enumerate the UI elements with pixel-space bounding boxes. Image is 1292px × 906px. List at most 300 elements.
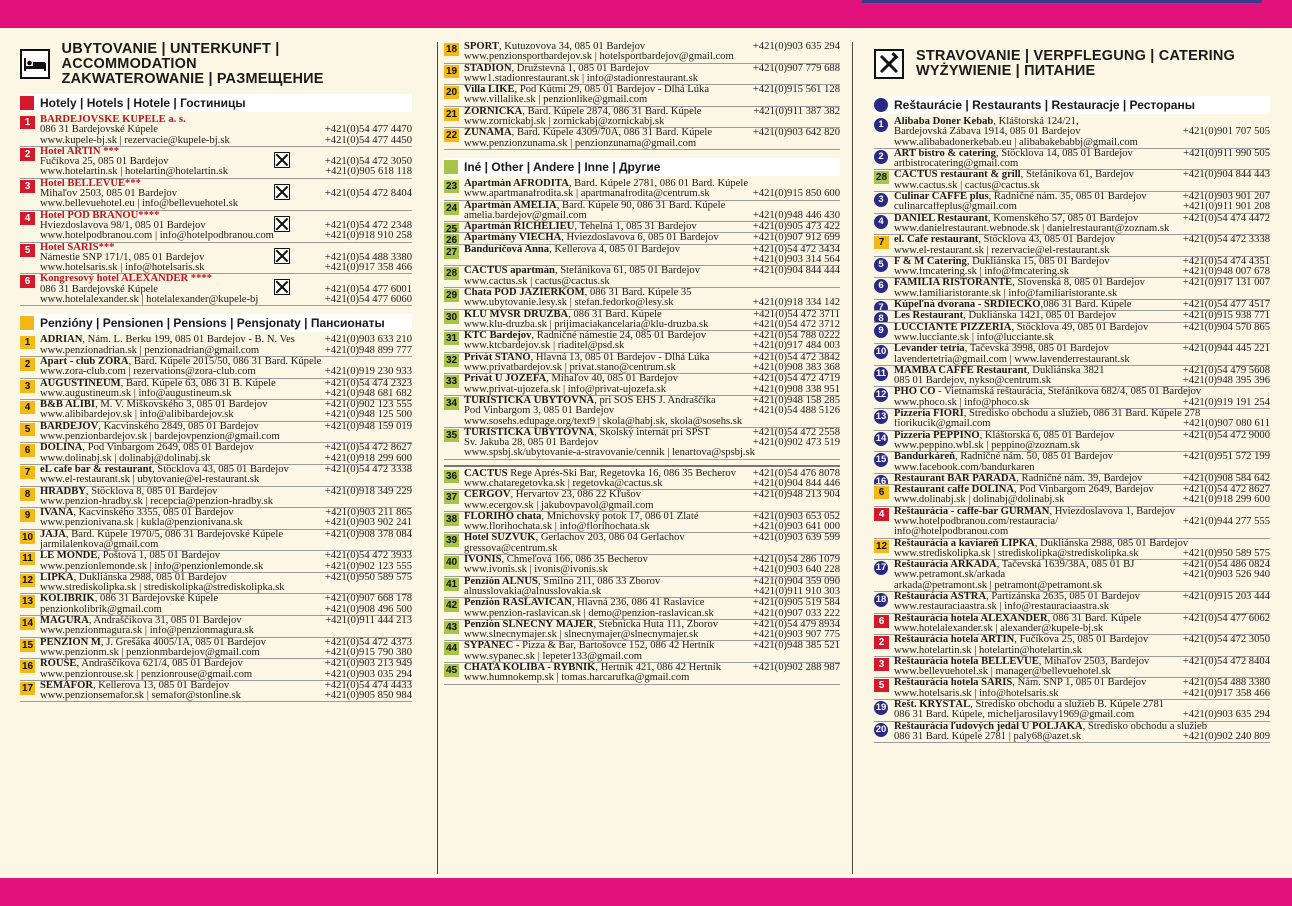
entry-title: [40, 443, 254, 453]
entry-line: [40, 475, 412, 485]
entry-phone: +421(0)903 642 820: [752, 128, 840, 139]
entry-title: [40, 551, 220, 561]
entry-name: TURISTICKÁ UBYTOVŇA: [464, 395, 595, 406]
other-item: [444, 233, 840, 244]
entry-title: [894, 452, 1113, 462]
entry-phone: +421(0)907 779 688: [752, 63, 840, 74]
entry-phone: +421(0)904 570 865: [1182, 322, 1270, 333]
entry-name: ADRIAN: [40, 335, 83, 346]
entry-address: , Slovenská 8, 085 01 Bardejov: [1012, 278, 1145, 289]
entry-title: [40, 681, 229, 691]
entry-line: [464, 107, 840, 117]
other-item: [444, 222, 840, 233]
column-divider: [437, 42, 438, 874]
entry-phone: +421(0)917 358 466: [1182, 687, 1270, 699]
entry-title: [894, 117, 1079, 127]
entry-contact: www.facebook.com/bandurkaren: [894, 462, 1035, 473]
entry-address: , Pod Kútmi 29, 085 01 Bardejov - Dlhá Lúka: [514, 85, 710, 96]
entry-phone: +421(0)911 387 382: [753, 106, 840, 117]
pension-item: [20, 659, 412, 681]
entry-line: [40, 540, 412, 550]
entry-name: el. Cafe restaurant: [894, 235, 979, 246]
entry-name: BARDEJOV: [40, 421, 99, 432]
entry-line: [894, 452, 1270, 462]
other-item: [444, 288, 840, 310]
entry-address: , Kláštorská 6, 085 01 Bardejov: [979, 430, 1115, 441]
entry-phone: +421(0)918 334 142: [752, 297, 840, 309]
entry-address: , Bard. Kúpele 63, 086 31 B. Kúpele: [120, 378, 276, 389]
entry-line: [464, 598, 840, 608]
entry-contact: lavendertetria@gmail.com | www.lavenderrestaurant.sk: [894, 354, 1130, 365]
entry-name: Rešt. KRYŠTÁL: [894, 700, 971, 711]
entry-phone: [1266, 159, 1270, 169]
entry-name: Reštaurácia ľudových jedál U POLJAKA: [894, 721, 1083, 732]
entry-number: 6: [20, 275, 35, 288]
entry-title: [40, 508, 234, 518]
entry-name: Alibaba Doner Kebab: [894, 117, 994, 127]
entry-line: [894, 224, 1270, 234]
entry-title: [40, 357, 321, 367]
entry-title: [40, 147, 119, 157]
entry-number: 43: [445, 621, 458, 633]
entry-contact: culinarcaffeplus@gmail.com: [894, 202, 1017, 213]
entry-phone: +421(0)907 912 699: [752, 233, 840, 244]
entry-line: [464, 277, 840, 287]
entry-phone: +421(0)54 472 3842: [752, 352, 840, 363]
entry-line: [464, 95, 840, 105]
entry-phone: +421(0)54 488 3380: [324, 251, 412, 263]
entry-name: Apartmán AMÉLIA: [464, 200, 557, 211]
entry-line: [894, 333, 1270, 343]
entry-phone: [836, 652, 840, 662]
entry-line: [894, 127, 1270, 137]
entry-line: [40, 432, 412, 442]
entry-line: [894, 592, 1270, 602]
entry-phone: +421(0)908 338 951: [752, 383, 840, 395]
entry-name: KOLIBRÍK: [40, 594, 95, 605]
entry-address: , Dukliánska 2988, 085 01 Bardejov: [73, 572, 227, 583]
entry-line: [40, 518, 412, 528]
entry-line: [894, 635, 1270, 645]
entry-contact: www.ubytovanie.lesy.sk | stefan.fedorko@lesy.sk: [464, 298, 674, 309]
entry-contact: www.kupele-bj.sk | rezervacie@kupele-bj.sk: [40, 135, 230, 146]
entry-title: [894, 474, 1142, 484]
entry-line: [464, 448, 840, 458]
entry-title: [894, 149, 1133, 159]
entry-title: [464, 85, 709, 95]
other-item: [444, 663, 840, 685]
entry-title: [894, 192, 1147, 202]
entry-line: [894, 570, 1270, 580]
entry-contact: fiorikucik@gmail.com: [894, 419, 991, 430]
entry-contact: 085 01 Bardejov, nykso@centrum.sk: [894, 376, 1052, 387]
entry-line: [464, 609, 840, 619]
pension-item: [444, 85, 840, 107]
entry-title: [464, 641, 714, 651]
entry-address: , Štefánikova 61, 085 01 Bardejov: [554, 266, 700, 277]
entry-address: , Kutuzovova 34, 085 01 Bardejov: [498, 42, 646, 52]
entry-number: 17: [875, 562, 887, 574]
entry-line: [894, 602, 1270, 612]
entry-contact: Pod Vinbargom 3, 085 01 Bardejov: [464, 406, 615, 417]
entry-line: [464, 663, 840, 673]
restaurant-item: [874, 431, 1270, 453]
entry-phone: +421(0)908 496 500: [324, 603, 412, 615]
entry-title: [464, 374, 678, 384]
entry-phone: +421(0)904 359 090: [752, 576, 840, 587]
entry-phone: +421(0)902 288 987: [752, 663, 840, 674]
entry-phone: +421(0)903 639 599: [752, 533, 840, 544]
entry-phone: +421(0)908 378 084: [324, 529, 412, 540]
entry-phone: +421(0)948 899 777: [324, 344, 412, 356]
entry-line: [40, 454, 412, 464]
entry-phone: +421(0)919 230 933: [324, 366, 412, 378]
entry-contact: www.privatbardejov.sk | privat.stano@centrum.sk: [464, 363, 676, 374]
entry-phone: +421(0)911 910 303: [753, 585, 840, 597]
entry-line: [464, 233, 840, 243]
entry-address: , Stöcklova 8, 085 01 Bardejov: [85, 486, 218, 497]
restaurant-item: [874, 170, 1270, 192]
entry-line: [894, 398, 1270, 408]
entry-title: [464, 64, 649, 74]
restaurant-item: [874, 257, 1270, 279]
entry-address: , Smilno 211, 086 33 Zborov: [537, 576, 661, 587]
entry-contact: www.petramont.sk/arkada: [894, 570, 1006, 581]
entry-address: , Tačevská 3998, 085 01 Bardejov: [964, 344, 1109, 355]
entry-phone: +421(0)54 474 4351: [1182, 256, 1270, 267]
entry-line: [464, 501, 840, 511]
entry-phone: +421(0)948 159 019: [324, 421, 412, 432]
restaurant-item: [874, 366, 1270, 388]
other-item: [444, 533, 840, 555]
entry-phone: +421(0)948 681 682: [324, 387, 412, 399]
entry-line: [464, 641, 840, 651]
entry-number: 5: [20, 244, 35, 257]
entry-phone: [1266, 646, 1270, 656]
entry-title: [464, 620, 718, 630]
entry-phone: +421(0)54 286 1079: [752, 555, 840, 566]
entry-contact: www.privat-ujozefa.sk | info@privat-ujozefa.sk: [464, 384, 667, 395]
entry-number: 21: [445, 108, 458, 120]
entry-number: 2: [20, 358, 35, 371]
entry-phone: +421(0)907 080 611: [1183, 418, 1270, 430]
no-pets-icon: [274, 279, 290, 295]
entry-name: Kúpeľná dvorana - SRDIEČKO: [894, 300, 1041, 311]
entry-name: Bandurkáreň: [894, 452, 956, 463]
no-pets-icon: [274, 184, 290, 200]
entry-address: , Družstevná 1, 085 01 Bardejov: [511, 63, 649, 74]
entry-address: , Chmeľová 166, 086 35 Becherov: [501, 555, 648, 566]
entry-phone: +421(0)54 479 8934: [752, 619, 840, 630]
catering-header: [874, 42, 1270, 86]
entry-phone: [1266, 246, 1270, 256]
entry-address: , Bard. Kúpele 2874, 086 31 Bard. Kúpele: [522, 106, 702, 117]
entry-name: Les Restaurant: [894, 311, 964, 322]
entry-number: 8: [20, 488, 35, 501]
entry-address: Fučíkova 25, 085 01 Bardejov: [40, 157, 169, 168]
entry-name: ŠTADIÓN: [464, 63, 512, 74]
entry-number: 4: [20, 401, 35, 414]
entry-line: [40, 648, 412, 658]
entry-contact: www.penzionsportbardejov.sk | hotelsportbardejov@gmail.com: [464, 52, 734, 63]
entry-name: LIPKA: [40, 572, 74, 583]
entry-phone: +421(0)903 035 294: [324, 668, 412, 680]
entry-name: ZUNAMA: [464, 128, 512, 139]
entry-phone: +421(0)902 240 809: [1182, 730, 1270, 742]
entry-phone: +421(0)54 474 4433: [324, 680, 412, 691]
entry-name: PENZIÓN M: [40, 637, 101, 648]
entry-line: [894, 474, 1270, 484]
entry-contact: 086 31 Bard. Kúpele, micheljarosilavy1969@gmail.com: [894, 710, 1135, 721]
entry-number: 3: [20, 180, 35, 193]
category-restaurants: Reštaurácie | Restaurants | Restauracje | Рестораны: [874, 96, 1270, 114]
entry-number: 12: [21, 574, 34, 586]
entry-phone: +421(0)54 477 6062: [1182, 613, 1270, 624]
entry-phone: +421(0)911 990 505: [1183, 148, 1270, 159]
entry-contact: gressova@centrum.sk: [464, 543, 558, 554]
entry-contact: www.familiaristorante.sk | info@familiaristorante.sk: [894, 288, 1118, 299]
entry-contact: www.penzion-raslavican.sk | demo@penzion-raslavican.sk: [464, 608, 714, 619]
entry-contact: www.peppino.wbl.sk | peppino@zoznam.sk: [894, 440, 1080, 451]
top-magenta-bar: [0, 0, 1292, 28]
entry-line: [40, 167, 412, 177]
entry-contact: www.penzionm.sk | penzionmbardejov@gmail.com: [40, 647, 260, 658]
pension-item: [20, 357, 412, 379]
entry-line: [894, 549, 1270, 559]
entry-line: [464, 438, 840, 448]
entry-address: , Dukliánska 1421, 085 01 Bardejov: [963, 311, 1117, 322]
other-item: [444, 490, 840, 512]
entry-contact: www.penzionlemonde.sk | info@penzionlemonde.sk: [40, 561, 264, 572]
restaurant-item: [874, 344, 1270, 366]
entry-address: , Dukliánska 3821: [1027, 365, 1105, 376]
restaurant-item: [874, 507, 1270, 539]
entry-name: ČERGOV: [464, 490, 511, 501]
entry-address: , Radničné námestie 24, 085 01 Bardejov: [531, 331, 707, 342]
entry-number: 10: [21, 531, 34, 543]
entry-phone: +421(0)54 477 4517: [1182, 300, 1270, 311]
entry-name: JAJA: [40, 529, 66, 540]
entry-contact: www.alibabadonerkebab.eu | alibabakebabbj@gmail.com: [894, 137, 1138, 148]
entry-title: [40, 335, 295, 345]
entry-contact: Bardejovská Zábava 1914, 085 01 Bardejov: [894, 127, 1081, 138]
entry-line: [40, 530, 412, 540]
entry-title: [464, 598, 705, 608]
entry-line: [40, 616, 412, 626]
entry-title: [40, 211, 159, 221]
entry-address: , Andraščíkova 621/4, 085 01 Bardejov: [76, 659, 243, 670]
entry-title: [464, 233, 719, 243]
entry-contact: www.villalike.sk | penzionlike@gmail.com: [464, 95, 648, 106]
entry-title: [894, 387, 1201, 397]
entry-address: , Kellerova 4, 085 01 Bardejov: [549, 244, 680, 255]
entry-number: 15: [21, 639, 34, 651]
entry-phone: +421(0)948 385 521: [752, 641, 840, 652]
pension-item: [20, 616, 412, 638]
pension-item: [444, 128, 840, 150]
entry-number: 5: [874, 258, 888, 272]
entry-contact: Sv. Jakuba 28, 085 01 Bardejov: [464, 438, 599, 449]
entry-phone: +421(0)908 383 368: [752, 362, 840, 374]
entry-line: [464, 298, 840, 308]
entry-title: [464, 512, 699, 522]
entry-number: 16: [21, 661, 34, 673]
entry-line: [464, 652, 840, 662]
entry-number: 20: [445, 87, 458, 99]
entry-title: [464, 331, 706, 341]
entry-phone: +421(0)54 488 3380: [1182, 678, 1270, 689]
entry-phone: +421(0)54 472 3050: [324, 156, 412, 168]
entry-phone: +421(0)948 395 396: [1182, 375, 1270, 387]
entry-phone: [836, 52, 840, 62]
entry-phone: +421(0)903 635 294: [752, 42, 840, 52]
other-item: [444, 353, 840, 375]
entry-title: [40, 594, 218, 604]
entry-name: CACTUS: [464, 468, 508, 479]
entry-line: [894, 710, 1270, 720]
entry-name: IVONIS: [464, 555, 502, 566]
entry-number: 18: [875, 594, 887, 606]
entry-number: 11: [875, 367, 887, 379]
entry-contact: www.alibibardejov.sk | info@alibibardejov.sk: [40, 410, 234, 421]
hotel-item: [20, 179, 412, 211]
entry-number: 14: [21, 618, 34, 630]
entry-phone: [836, 544, 840, 554]
entry-name: Penzión RASLAVIČAN: [464, 598, 572, 609]
entry-address: , Hlavná 236, 086 41 Raslavice: [571, 598, 705, 609]
entry-line: [464, 363, 840, 373]
entry-phone: +421(0)54 477 4470: [324, 124, 412, 136]
entry-address: Mihaľov 2503, 085 01 Bardejov: [40, 189, 178, 200]
entry-phone: +421(0)948 213 904: [752, 490, 840, 501]
entry-line: [464, 417, 840, 427]
entry-phone: +421(0)54 472 8627: [1182, 485, 1270, 496]
entry-title: [40, 115, 186, 125]
no-pets-icon: [274, 248, 290, 264]
entry-title: [464, 201, 725, 211]
entry-phone: +421(0)54 486 0824: [1182, 560, 1270, 571]
entry-name: PHO CO: [894, 387, 936, 398]
hotel-item: [20, 115, 412, 147]
entry-name: F & M Catering: [894, 256, 967, 267]
entry-address: , Bard. Kúpele 4309/70A, 086 31 Bard. Kúpele: [511, 128, 713, 139]
entry-contact: www.zora-club.com | rezervations@zora-club.com: [40, 367, 256, 378]
no-pets-icon: [274, 152, 290, 168]
entry-phone: +421(0)917 484 003: [752, 340, 840, 352]
entry-address: , 086 31 Bard. Kúpele: [1047, 613, 1142, 624]
entry-name: Reštaurácia - caffe-bar GURMÁN: [894, 506, 1050, 517]
entry-number: 5: [20, 423, 35, 436]
entry-phone: +421(0)903 213 949: [324, 659, 412, 670]
entry-number: 15: [875, 454, 887, 466]
entry-number: 36: [445, 470, 458, 482]
pension-item: [20, 487, 412, 509]
entry-phone: +421(0)911 901 208: [1183, 201, 1270, 213]
restaurant-item: [874, 387, 1270, 409]
entry-line: [464, 189, 840, 199]
entry-phone: +421(0)54 472 3434: [752, 244, 840, 255]
entry-name: Hotel POD BRÁNOU****: [40, 210, 160, 221]
entry-address: 086 31 Bardejovské Kúpele: [40, 284, 158, 295]
entry-phone: [1266, 624, 1270, 634]
pension-item: [444, 64, 840, 86]
entry-phone: [836, 673, 840, 683]
entry-contact: www.hotelpodbranou.com/restauracia/: [894, 516, 1059, 527]
entry-contact: www.lucciante.sk | info@lucciante.sk: [894, 332, 1054, 343]
entry-phone: [1266, 224, 1270, 234]
entry-name: eL cafe bar & restaurant: [40, 464, 152, 475]
entry-phone: +421(0)902 123 555: [324, 560, 412, 572]
entry-phone: +421(0)915 203 444: [1182, 592, 1270, 603]
entry-name: Reštaurácia hotela ARTIN: [894, 635, 1015, 646]
entry-line: [894, 202, 1270, 212]
entry-line: [894, 311, 1270, 321]
entry-contact: artbistrocatering@gmail.com: [894, 159, 1019, 170]
entry-line: [464, 533, 840, 543]
entry-name: Villa LIKE: [464, 85, 515, 96]
entry-title: [464, 533, 685, 543]
entry-line: [464, 565, 840, 575]
entry-number: 12: [875, 540, 888, 552]
restaurant-item: [874, 117, 1270, 149]
entry-title: [464, 428, 710, 438]
entry-number: 19: [875, 702, 887, 714]
entry-address: , Kellerova 13, 085 01 Bardejov: [92, 680, 230, 691]
entry-line: [464, 673, 840, 683]
entry-phone: +421(0)911 444 213: [325, 616, 412, 627]
entry-address: , Kacvinského 2849, 085 01 Bardejov: [98, 421, 259, 432]
entry-phone: [836, 277, 840, 287]
entry-title: [40, 616, 242, 626]
entry-title: [894, 722, 1207, 732]
entry-address: , Komenského 57, 085 01 Bardejov: [987, 213, 1139, 224]
entry-name: MAMBA CAFFE Restaurant: [894, 365, 1027, 376]
entry-phone: [836, 117, 840, 127]
entry-contact: www.fmcatering.sk | info@fmcatering.sk: [894, 267, 1070, 278]
entry-phone: +421(0)905 473 422: [752, 222, 840, 233]
entry-address: , Nám. SNP 1, 085 01 Bardejov: [1012, 678, 1147, 689]
entry-number: 7: [20, 466, 35, 479]
entry-number: 25: [444, 223, 459, 233]
entry-phone: +421(0)901 707 505: [1182, 126, 1270, 138]
entry-title: [464, 577, 660, 587]
entry-contact: www.ivonis.sk | ivonis@ivonis.sk: [464, 565, 608, 576]
entry-phone: [408, 199, 412, 209]
entry-phone: +421(0)944 277 555: [1182, 515, 1270, 527]
entry-line: [894, 149, 1270, 159]
entry-number: 18: [445, 44, 458, 55]
entry-line: [894, 527, 1270, 537]
entry-line: [894, 159, 1270, 169]
entry-contact: www.bellevuehotel.eu | info@bellevuehotel.sk: [40, 199, 238, 210]
pension-item: [20, 335, 412, 357]
entry-phone: +421(0)915 561 128: [752, 85, 840, 96]
other-item: [444, 641, 840, 663]
entry-name: AUGUSTINEUM: [40, 378, 121, 389]
category-other: Iné | Other | Andere | Inne | Другие: [444, 158, 840, 176]
entry-name: Reštaurácia ASTRA: [894, 592, 987, 603]
entry-line: [40, 573, 412, 583]
entry-phone: +421(0)915 790 380: [324, 646, 412, 658]
entry-contact: www.bellevuehotel.sk | manager@bellevuehotel.sk: [894, 667, 1111, 678]
entry-address: , Dukliánska 2988, 085 01 Bardejov: [1034, 538, 1189, 549]
entry-line: [464, 52, 840, 62]
entry-name: SYPANEC: [464, 641, 514, 652]
entry-address: , Bard. Kúpele 2781, 086 01 Bard. Kúpele: [568, 178, 749, 189]
entry-number: 24: [445, 202, 458, 214]
entry-address: , Stöcklova 43, 085 01 Bardejov: [152, 464, 289, 475]
entry-name: ZORNIČKA: [464, 106, 523, 117]
